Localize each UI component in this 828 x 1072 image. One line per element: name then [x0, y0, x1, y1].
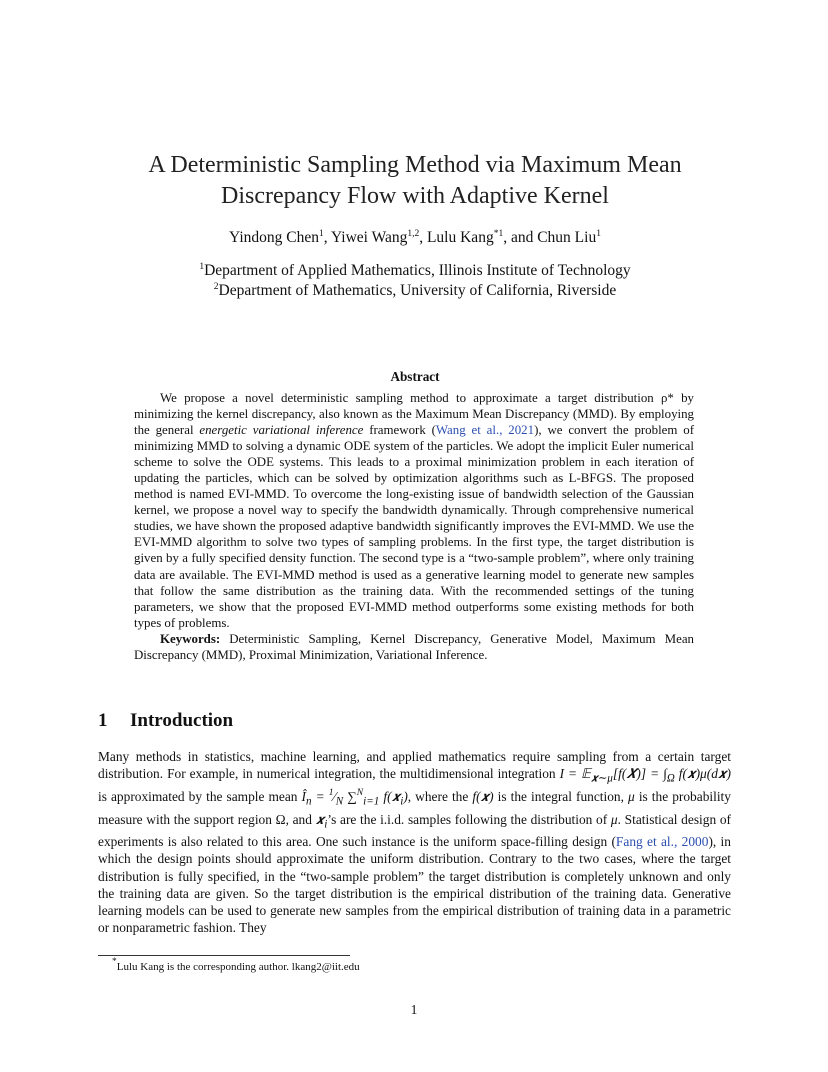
- body-text: ’s are the i.i.d. samples following the distribution of: [327, 811, 611, 827]
- math-frac-num: 1: [328, 787, 334, 798]
- paper-title: [120, 150, 710, 212]
- footnote-mark: *: [112, 957, 117, 967]
- citation-link[interactable]: Fang et al., 2000: [615, 834, 709, 850]
- math-sub: i: [324, 818, 328, 831]
- author-sep: , and: [503, 229, 538, 246]
- author-sup: *1: [493, 229, 504, 239]
- math-sub: i: [400, 795, 404, 808]
- body-text: is the integral function,: [493, 788, 629, 804]
- math-part: ∑: [343, 788, 357, 804]
- section-title: Introduction: [130, 710, 234, 731]
- section-number: 1: [98, 710, 108, 731]
- affiliations: [120, 261, 710, 301]
- citation-link[interactable]: Wang et al., 2021: [435, 423, 535, 438]
- keywords: [134, 631, 694, 663]
- author-name: Yindong Chen: [229, 229, 320, 246]
- abstract-paragraph: [134, 390, 694, 631]
- math-part: ): [403, 788, 408, 804]
- math-sub: 𝒙∼μ: [590, 772, 613, 785]
- math-sub: i=1: [363, 795, 380, 808]
- footnote: [112, 957, 360, 974]
- body-text: is the probability measure with the support region Ω, and: [98, 788, 731, 827]
- math-part: =: [311, 788, 329, 804]
- affiliation-1: [120, 261, 710, 281]
- math-expression: μ: [610, 811, 618, 827]
- author-sup: 1: [319, 229, 324, 239]
- intro-body: [98, 748, 731, 936]
- abstract-text: framework (: [363, 423, 436, 438]
- author-sup: 1: [596, 229, 601, 239]
- affiliation-text: Department of Mathematics, University of California, Riverside: [218, 282, 617, 299]
- math-expression: [559, 766, 731, 785]
- math-part: I = 𝔼: [559, 766, 591, 782]
- keywords-text: Deterministic Sampling, Kernel Discrepancy, Generative Model, Maximum Mean Discrepancy (MMD), Proximal Minimization, Variational Inference.: [134, 631, 694, 662]
- math-part: f(𝒙: [379, 788, 401, 804]
- footnote-text: Lulu Kang is the corresponding author. lkang2@iit.edu: [116, 961, 360, 973]
- author-name: Yiwei Wang: [330, 229, 408, 246]
- section-heading: [98, 710, 233, 732]
- math-part: [f(𝑿)] = ∫: [612, 766, 667, 782]
- abstract-heading: Abstract: [390, 369, 440, 384]
- author-sup: 1,2: [407, 229, 420, 239]
- abstract-text: ), we convert the problem of minimizing MMD to solving a dynamic ODE system of the particles. We adopt the implicit Euler numerical scheme to solve the ODE systems. This leads to a proximal minimization problem in each iteration of updating the particles, which can be solved by optimization algorithms such as L-BFGS. The proposed method is named EVI-MMD. To overcome the long-existing issue of bandwidth selection of the Gaussian kernel, we propose a novel way to specify the bandwidth dynamically. Through comprehensive numerical studies, we have shown the proposed adaptive bandwidth significantly improves the EVI-MMD. We use the EVI-MMD algorithm to solve two types of sampling problems. In the first type, the target distribution is given by a fully specified density function. The second type is a “two-sample problem”, where only training data are available. The EVI-MMD method is used as a generative learning model to generate new samples that follow the same distribution as the training data. With the recommended settings of the tuning parameters, we show that the proposed EVI-MMD method outperforms some existing methods for both types of problems.: [134, 423, 694, 630]
- math-expression: f(𝒙): [472, 788, 494, 804]
- body-text: Many methods in statistics, machine learning, and applied mathematics require sampling from a certain target distribution. For example, in numerical integration, the multidimensional integration: [98, 749, 731, 782]
- body-text: . Statistical design of experiments is also related to this area. One such instance is the uniform space-filling design (: [98, 811, 731, 850]
- abstract-emphasis: energetic variational inference: [199, 423, 364, 438]
- affiliation-sup: 2: [213, 282, 219, 292]
- arxiv-sidebar: [14, 279, 60, 771]
- math-expression: [315, 811, 328, 831]
- author-name: Chun Liu: [537, 229, 597, 246]
- affiliation-sup: 1: [199, 262, 205, 272]
- affiliation-text: Department of Applied Mathematics, Illinois Institute of Technology: [204, 262, 631, 279]
- math-frac-den: N: [335, 795, 344, 808]
- body-text: is approximated by the sample mean: [98, 788, 302, 804]
- author-name: Lulu Kang: [426, 229, 494, 246]
- math-part: f(𝒙)μ(d𝒙): [674, 766, 731, 782]
- author-sep: ,: [323, 229, 331, 246]
- page-number: 1: [410, 1002, 418, 1017]
- intro-paragraph: [98, 748, 731, 936]
- keywords-label: Keywords:: [160, 631, 221, 646]
- math-part: 𝒙: [315, 811, 325, 827]
- math-expression: μ: [628, 788, 635, 804]
- math-sub: Ω: [666, 772, 675, 785]
- title-line-2: Discrepancy Flow with Adaptive Kernel: [221, 183, 609, 209]
- math-part: Î: [301, 788, 307, 804]
- math-expression: $Î_n$ = $^1⁄_N$ ∑$^N_{i=1}$ f(𝒙$_i$): [301, 787, 408, 808]
- math-sub: n: [306, 795, 312, 808]
- footnote-rule: [98, 955, 350, 956]
- body-text: , where the: [407, 788, 473, 804]
- body-text: ), in which the design points should approximate the uniform distribution. Contrary to the two cases, where the target distribution is fully specified, in the “two-sample problem” the target distribution is completely unknown and only the training data are given. So the target distribution is the empirical distribution of the training data. Generative learning models can be used to generate new samples from the empirical distribution of training data in a parametric or nonparametric fashion. They: [98, 834, 731, 935]
- affiliation-2: [120, 281, 710, 301]
- abstract-body: [134, 390, 694, 663]
- author-sep: ,: [419, 229, 427, 246]
- title-line-1: A Deterministic Sampling Method via Maximum Mean: [148, 152, 682, 178]
- math-sup: N: [356, 787, 364, 798]
- author-list: [120, 228, 710, 248]
- abstract-text: We propose a novel deterministic sampling method to approximate a target distribution ρ* by minimizing the kernel discrepancy, also known as the Maximum Mean Discrepancy (MMD). By employing the general: [134, 391, 694, 438]
